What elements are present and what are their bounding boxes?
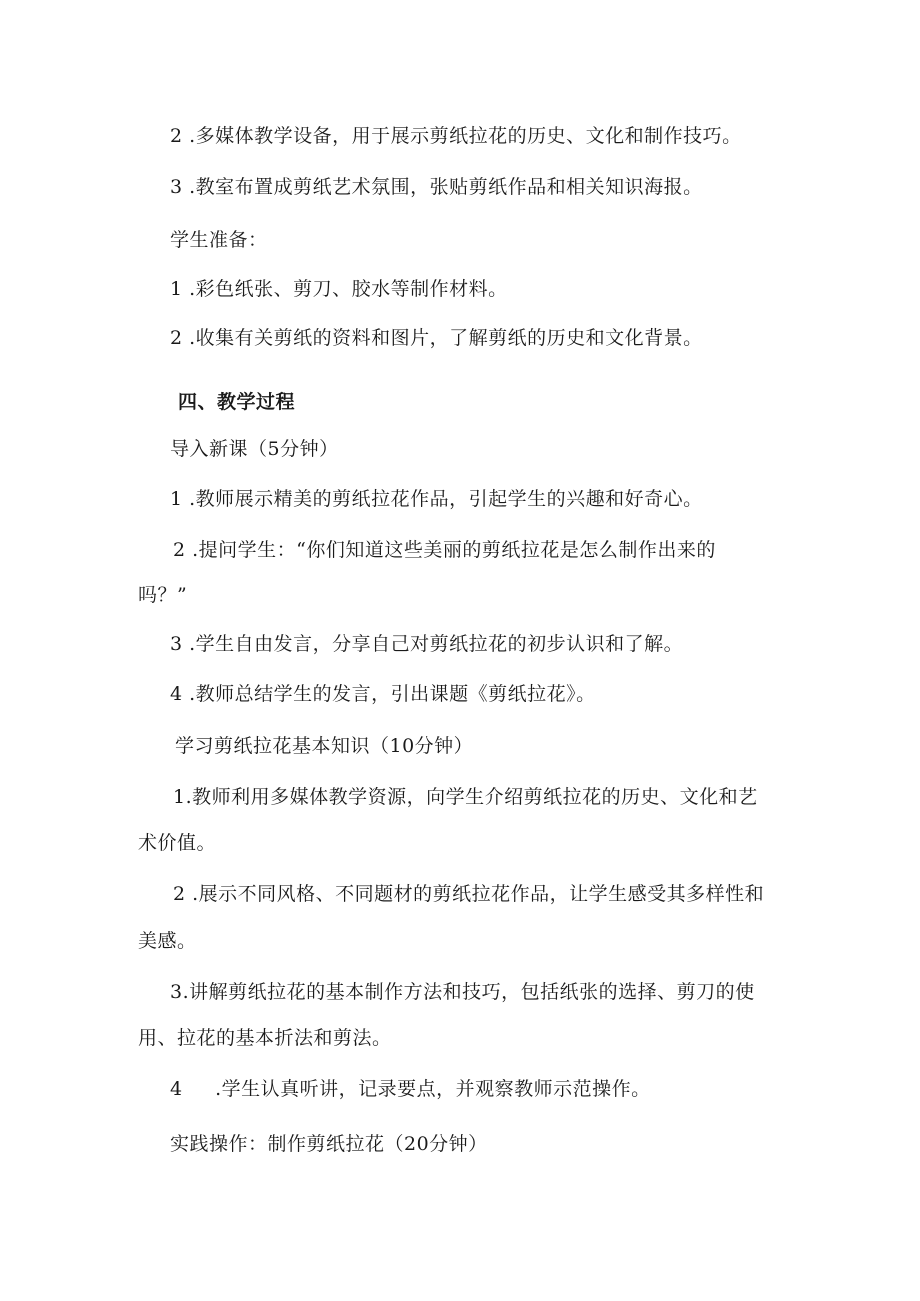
paragraph-line: 用、拉花的基本折法和剪法。 — [138, 1027, 392, 1049]
paragraph-line: 1 .教师展示精美的剪纸拉花作品，引起学生的兴趣和好奇心。 — [170, 488, 703, 510]
paragraph-line: 美感。 — [138, 930, 197, 952]
paragraph-line: 4 .学生认真听讲，记录要点，并观察教师示范操作。 — [170, 1078, 651, 1100]
paragraph-line: 2 .收集有关剪纸的资料和图片，了解剪纸的历史和文化背景。 — [170, 327, 703, 349]
paragraph-line: 4 .教师总结学生的发言，引出课题《剪纸拉花》。 — [170, 683, 596, 705]
paragraph-line: 2 .提问学生：“你们知道这些美丽的剪纸拉花是怎么制作出来的 — [173, 539, 716, 561]
subsection-title: 实践操作：制作剪纸拉花（20分钟） — [170, 1133, 488, 1155]
paragraph-line: 吗？” — [138, 584, 188, 606]
paragraph-line: 1.教师利用多媒体教学资源，向学生介绍剪纸拉花的历史、文化和艺 — [173, 786, 758, 808]
paragraph-line: 术价值。 — [138, 832, 217, 854]
section-heading: 四、教学过程 — [178, 391, 296, 413]
paragraph-line: 3 .学生自由发言，分享自己对剪纸拉花的初步认识和了解。 — [170, 633, 684, 655]
paragraph-line: 学生准备： — [170, 229, 268, 251]
subsection-title: 学习剪纸拉花基本知识（10分钟） — [175, 735, 474, 757]
subsection-title: 导入新课（5分钟） — [170, 438, 339, 460]
paragraph-line: 2 .多媒体教学设备，用于展示剪纸拉花的历史、文化和制作技巧。 — [170, 125, 742, 147]
paragraph-line: 3.讲解剪纸拉花的基本制作方法和技巧，包括纸张的选择、剪刀的使 — [170, 981, 755, 1003]
paragraph-line: 2 .展示不同风格、不同题材的剪纸拉花作品，让学生感受其多样性和 — [173, 883, 765, 905]
paragraph-line: 1 .彩色纸张、剪刀、胶水等制作材料。 — [170, 278, 508, 300]
paragraph-line: 3 .教室布置成剪纸艺术氛围，张贴剪纸作品和相关知识海报。 — [170, 176, 703, 198]
